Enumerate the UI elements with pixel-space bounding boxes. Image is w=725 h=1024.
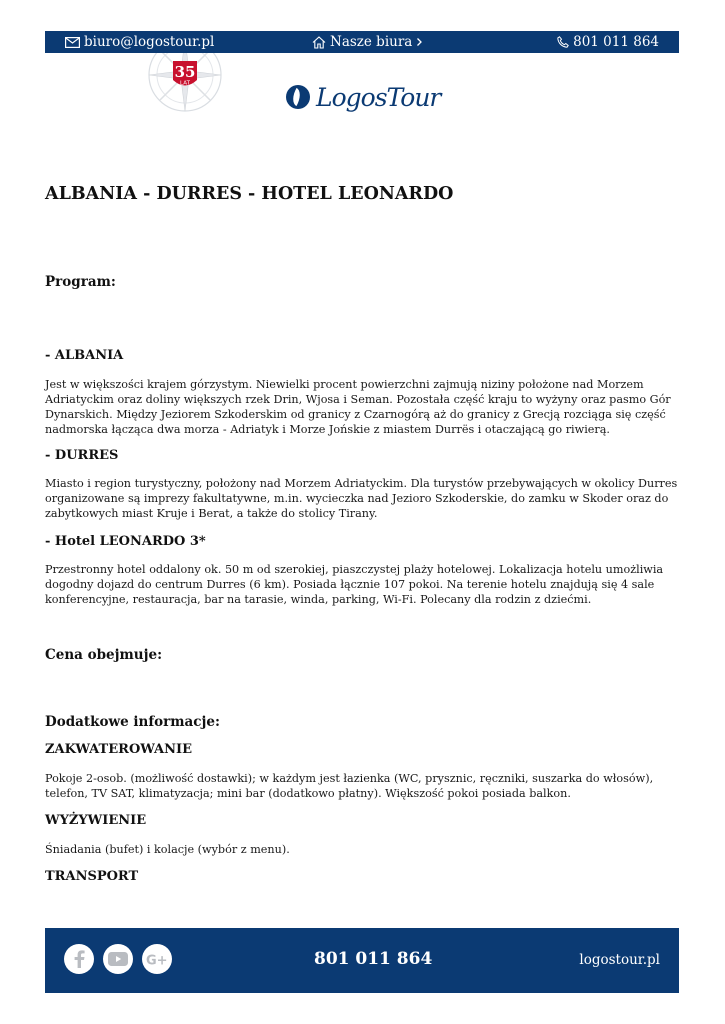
phone-link[interactable]	[557, 34, 659, 50]
svg-text:G+: G+	[146, 953, 168, 966]
badge-sub: LAT	[180, 80, 190, 87]
top-bar	[45, 31, 679, 53]
info-heading-meals: WYŻYWIENIE	[45, 813, 147, 828]
logo-text: LogosTour	[316, 82, 441, 112]
anniversary-badge	[144, 53, 226, 115]
badge-number: 35	[174, 63, 196, 81]
home-icon	[312, 36, 326, 49]
section-heading-hotel: - Hotel LEONARDO 3*	[45, 534, 206, 549]
section-heading-durres: - DURRES	[45, 448, 119, 463]
info-heading-transport: TRANSPORT	[45, 869, 139, 884]
section-text-hotel: Przestronny hotel oddalony ok. 50 m od szerokiej, piaszczystej plaży hotelowej. Lokalizacja hotelu umożliwia dogodny dojazd do centrum Durres (6 km). Posiada łącznie 107 pokoi. Na terenie hotelu znajdują się 4 sale konferencyjne, restauracja, bar na tarasie, winda, parking, Wi-Fi. Polecany dla rodzin z dziećmi.	[45, 563, 664, 606]
info-text-meals: Śniadania (bufet) i kolacje (wybór z menu).	[45, 843, 290, 856]
extra-info-heading: Dodatkowe informacje:	[45, 714, 220, 730]
google-plus-icon[interactable]	[142, 944, 172, 974]
section-text-durres: Miasto i region turystyczny, położony nad Morzem Adriatyckim. Dla turystów przebywających w okolicy Durres organizowane są imprezy fakultatywne, m.in. wycieczka nad Jezioro Szkoderskie, do zamku w Skoder oraz do zabytkowych miast Kruje i Berat, a także do stolicy Tirany.	[45, 477, 678, 520]
section-text-albania: Jest w większości krajem górzystym. Niewielki procent powierzchni zajmują niziny położone nad Morzem Adriatyckim oraz doliny większych rzek Drin, Wjosa i Seman. Pozostała część kraju to wyżyny oraz pasmo Gór Dynarskich. Między Jeziorem Szkoderskim od granicy z Czarnogórą aż do granicy z Grecją rozciąga się część nadmorska łącząca dwa morza - Adriatyk i Morze Jońskie z miastem Durrës i otaczającą go riwierą.	[45, 378, 671, 436]
program-heading: Program:	[45, 274, 116, 290]
envelope-icon	[65, 37, 80, 48]
footer	[45, 928, 679, 993]
footer-website-link[interactable]: logostour.pl	[579, 952, 660, 968]
feather-logo-icon	[286, 85, 310, 109]
chevron-right-icon	[416, 37, 423, 47]
email-text: biuro@logostour.pl	[84, 34, 215, 50]
info-text-accommodation: Pokoje 2-osob. (możliwość dostawki); w każdym jest łazienka (WC, prysznic, ręczniki, suszarka do włosów), telefon, TV SAT, klimatyzacja; mini bar (dodatkowo płatny). Większość pokoi posiada balkon.	[45, 772, 654, 800]
email-link[interactable]	[65, 34, 214, 50]
phone-text: 801 011 864	[573, 34, 659, 50]
facebook-icon[interactable]	[64, 944, 94, 974]
section-heading-albania: - ALBANIA	[45, 348, 124, 363]
page-title: ALBANIA - DURRES - HOTEL LEONARDO	[45, 184, 454, 204]
offices-text: Nasze biura	[330, 34, 413, 50]
youtube-icon[interactable]	[103, 944, 133, 974]
offices-link[interactable]	[312, 34, 423, 50]
price-heading: Cena obejmuje:	[45, 647, 163, 663]
logo[interactable]	[286, 78, 441, 116]
info-heading-accommodation: ZAKWATEROWANIE	[45, 742, 192, 757]
phone-icon	[557, 36, 569, 48]
footer-phone[interactable]: 801 011 864	[314, 949, 433, 969]
